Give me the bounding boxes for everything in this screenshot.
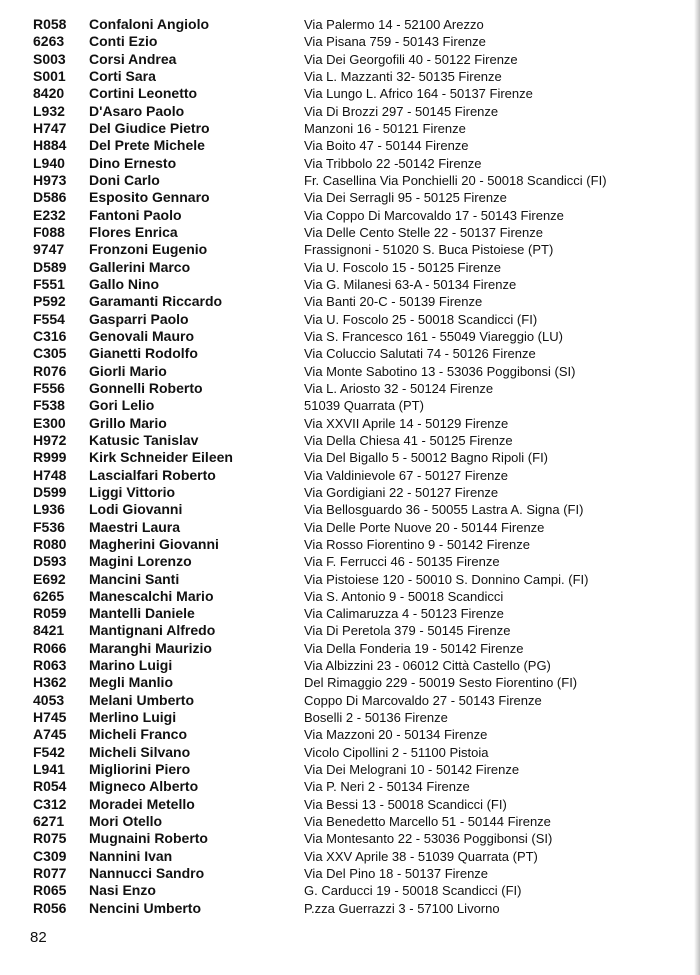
- member-code: L940: [33, 154, 65, 171]
- member-address: Via Banti 20-C - 50139 Firenze: [304, 294, 483, 310]
- member-code: R076: [33, 362, 67, 379]
- member-address: Via Della Fonderia 19 - 50142 Firenze: [304, 640, 524, 656]
- member-code: R056: [33, 899, 67, 916]
- member-code: H362: [33, 674, 67, 691]
- member-code: D589: [33, 258, 67, 275]
- list-item: [0, 744, 700, 761]
- member-address: Via Dei Georgofili 40 - 50122 Firenze: [304, 51, 518, 67]
- list-item: [0, 276, 700, 293]
- member-address: Via Gordigiani 22 - 50127 Firenze: [304, 484, 499, 500]
- member-address: Via XXVII Aprile 14 - 50129 Firenze: [304, 415, 509, 431]
- member-code: R063: [33, 657, 67, 674]
- member-code: E300: [33, 414, 66, 431]
- list-item: [0, 882, 700, 899]
- member-address: Via Delle Cento Stelle 22 - 50137 Firenze: [304, 224, 543, 240]
- member-name: Micheli Silvano: [89, 743, 191, 760]
- list-item: [0, 865, 700, 882]
- list-item: [0, 449, 700, 466]
- member-address: Boselli 2 - 50136 Firenze: [304, 710, 448, 726]
- list-item: [0, 328, 700, 345]
- member-name: Merlino Luigi: [89, 709, 177, 726]
- member-name: Lodi Giovanni: [89, 501, 183, 518]
- list-item: [0, 796, 700, 813]
- member-address: Via Albizzini 23 - 06012 Città Castello (PG): [304, 658, 551, 674]
- member-address: Via Pistoiese 120 - 50010 S. Donnino Campi. (FI): [304, 571, 589, 587]
- member-address: Coppo Di Marcovaldo 27 - 50143 Firenze: [304, 692, 542, 708]
- member-code: H972: [33, 431, 67, 448]
- member-code: F088: [33, 223, 65, 240]
- member-name: Magherini Giovanni: [89, 535, 219, 552]
- member-name: Magini Lorenzo: [89, 553, 192, 570]
- member-code: R077: [33, 865, 67, 882]
- member-name: Migneco Alberto: [89, 778, 199, 795]
- member-address: Del Rimaggio 229 - 50019 Sesto Fiorentino (FI): [304, 675, 578, 691]
- member-address: Via Coluccio Salutati 74 - 50126 Firenze: [304, 346, 536, 362]
- member-name: Del Prete Michele: [89, 137, 205, 154]
- member-name: Fronzoni Eugenio: [89, 241, 208, 258]
- member-code: L941: [33, 761, 65, 778]
- member-address: Via Dei Melograni 10 - 50142 Firenze: [304, 762, 520, 778]
- member-code: R065: [33, 882, 67, 899]
- list-item: [0, 397, 700, 414]
- list-item: [0, 484, 700, 501]
- member-code: H973: [33, 171, 67, 188]
- member-address: Via L. Ariosto 32 - 50124 Firenze: [304, 380, 494, 396]
- member-address: Via G. Milanesi 63-A - 50134 Firenze: [304, 276, 517, 292]
- list-item: [0, 172, 700, 189]
- list-item: [0, 467, 700, 484]
- member-code: D599: [33, 483, 67, 500]
- member-code: H745: [33, 709, 67, 726]
- member-address: Via Rosso Fiorentino 9 - 50142 Firenze: [304, 536, 530, 552]
- list-item: [0, 501, 700, 518]
- member-code: F554: [33, 310, 65, 327]
- member-code: R066: [33, 639, 67, 656]
- list-item: [0, 900, 700, 917]
- list-item: [0, 778, 700, 795]
- member-address: Via F. Ferrucci 46 - 50135 Firenze: [304, 554, 500, 570]
- member-name: D'Asaro Paolo: [89, 102, 185, 119]
- member-code: L932: [33, 102, 65, 119]
- member-name: Fantoni Paolo: [89, 206, 182, 223]
- member-address: Via Di Peretola 379 - 50145 Firenze: [304, 623, 511, 639]
- member-name: Micheli Franco: [89, 726, 188, 743]
- member-name: Nannini Ivan: [89, 847, 173, 864]
- member-code: R080: [33, 535, 67, 552]
- list-item: [0, 813, 700, 830]
- member-name: Gonnelli Roberto: [89, 379, 203, 396]
- member-code: H884: [33, 137, 67, 154]
- member-address: Via Valdinievole 67 - 50127 Firenze: [304, 467, 509, 483]
- member-code: R054: [33, 778, 67, 795]
- member-code: 9747: [33, 241, 65, 258]
- list-item: [0, 207, 700, 224]
- member-name: Maestri Laura: [89, 518, 181, 535]
- member-code: D586: [33, 189, 67, 206]
- member-code: R999: [33, 449, 67, 466]
- member-code: F556: [33, 379, 65, 396]
- member-address: Via S. Antonio 9 - 50018 Scandicci: [304, 588, 504, 604]
- member-address: Fr. Casellina Via Ponchielli 20 - 50018 Scandicci (FI): [304, 172, 607, 188]
- member-name: Manescalchi Mario: [89, 587, 214, 604]
- list-item: [0, 761, 700, 778]
- member-code: F542: [33, 743, 65, 760]
- list-item: [0, 588, 700, 605]
- page-edge-shadow: [694, 0, 700, 975]
- member-code: E232: [33, 206, 66, 223]
- member-code: A745: [33, 726, 67, 743]
- member-code: S001: [33, 67, 66, 84]
- list-item: [0, 640, 700, 657]
- member-address: P.zza Guerrazzi 3 - 57100 Livorno: [304, 900, 500, 916]
- member-code: C312: [33, 795, 67, 812]
- member-name: Nannucci Sandro: [89, 865, 205, 882]
- list-item: [0, 726, 700, 743]
- member-code: 4053: [33, 691, 65, 708]
- member-name: Gasparri Paolo: [89, 310, 189, 327]
- list-item: [0, 103, 700, 120]
- member-address: Via P. Neri 2 - 50134 Firenze: [304, 779, 470, 795]
- member-name: Mantignani Alfredo: [89, 622, 216, 639]
- list-item: [0, 571, 700, 588]
- list-item: [0, 553, 700, 570]
- member-address: Via U. Foscolo 25 - 50018 Scandicci (FI): [304, 311, 538, 327]
- member-name: Esposito Gennaro: [89, 189, 210, 206]
- member-address: Via Monte Sabotino 13 - 53036 Poggibonsi (SI): [304, 363, 576, 379]
- member-name: Melani Umberto: [89, 691, 195, 708]
- page-number: 82: [30, 929, 47, 946]
- member-code: L936: [33, 501, 65, 518]
- member-address: Via U. Foscolo 15 - 50125 Firenze: [304, 259, 502, 275]
- list-item: [0, 536, 700, 553]
- list-item: [0, 155, 700, 172]
- list-item: [0, 16, 700, 33]
- member-address: Frassignoni - 51020 S. Buca Pistoiese (PT): [304, 242, 554, 258]
- list-item: [0, 432, 700, 449]
- member-code: F538: [33, 397, 65, 414]
- member-name: Flores Enrica: [89, 223, 178, 240]
- member-name: Marino Luigi: [89, 657, 173, 674]
- member-address: Via XXV Aprile 38 - 51039 Quarrata (PT): [304, 848, 538, 864]
- member-address: Vicolo Cipollini 2 - 51100 Pistoia: [304, 744, 489, 760]
- member-name: Gallo Nino: [89, 275, 159, 292]
- member-name: Migliorini Piero: [89, 761, 191, 778]
- list-item: [0, 259, 700, 276]
- member-address: Via Delle Porte Nuove 20 - 50144 Firenze: [304, 519, 545, 535]
- member-name: Dino Ernesto: [89, 154, 177, 171]
- member-address: Via Calimaruzza 4 - 50123 Firenze: [304, 606, 504, 622]
- member-name: Mugnaini Roberto: [89, 830, 208, 847]
- member-name: Conti Ezio: [89, 33, 158, 50]
- member-name: Mancini Santi: [89, 570, 180, 587]
- member-name: Confaloni Angiolo: [89, 16, 210, 32]
- member-code: H747: [33, 119, 67, 136]
- member-code: C309: [33, 847, 67, 864]
- member-code: 8421: [33, 622, 65, 639]
- list-item: [0, 33, 700, 50]
- member-name: Del Giudice Pietro: [89, 119, 210, 136]
- list-item: [0, 51, 700, 68]
- member-address: Via Benedetto Marcello 51 - 50144 Firenze: [304, 814, 551, 830]
- list-item: [0, 345, 700, 362]
- list-item: [0, 605, 700, 622]
- member-name: Nasi Enzo: [89, 882, 156, 899]
- list-item: [0, 519, 700, 536]
- member-name: Maranghi Maurizio: [89, 639, 212, 656]
- list-item: [0, 241, 700, 258]
- member-name: Garamanti Riccardo: [89, 293, 223, 310]
- member-name: Lascialfari Roberto: [89, 466, 216, 483]
- member-address: Via Dei Serragli 95 - 50125 Firenze: [304, 190, 507, 206]
- member-name: Katusic Tanislav: [89, 431, 199, 448]
- member-address: G. Carducci 19 - 50018 Scandicci (FI): [304, 883, 522, 899]
- member-code: E692: [33, 570, 66, 587]
- member-code: S003: [33, 50, 66, 67]
- member-code: D593: [33, 553, 67, 570]
- member-name: Mori Otello: [89, 813, 163, 830]
- member-address: Via Bessi 13 - 50018 Scandicci (FI): [304, 796, 507, 812]
- member-code: R058: [33, 16, 67, 32]
- member-code: 6263: [33, 33, 65, 50]
- member-address: Via Palermo 14 - 52100 Arezzo: [304, 17, 484, 32]
- member-name: Corsi Andrea: [89, 50, 177, 67]
- member-address: Via Lungo L. Africo 164 - 50137 Firenze: [304, 86, 533, 102]
- member-address: 51039 Quarrata (PT): [304, 398, 424, 414]
- member-code: P592: [33, 293, 66, 310]
- member-code: 6265: [33, 587, 65, 604]
- member-name: Nencini Umberto: [89, 899, 202, 916]
- member-code: 8420: [33, 85, 65, 102]
- list-item: [0, 848, 700, 865]
- list-item: [0, 674, 700, 691]
- member-code: R075: [33, 830, 67, 847]
- list-item: [0, 380, 700, 397]
- member-address: Via Di Brozzi 297 - 50145 Firenze: [304, 103, 499, 119]
- member-address: Via Tribbolo 22 -50142 Firenze: [304, 155, 482, 171]
- member-name: Genovali Mauro: [89, 327, 195, 344]
- member-name: Megli Manlio: [89, 674, 173, 691]
- member-name: Doni Carlo: [89, 171, 160, 188]
- member-name: Mantelli Daniele: [89, 605, 195, 622]
- list-item: [0, 68, 700, 85]
- member-name: Grillo Mario: [89, 414, 167, 431]
- member-name: Kirk Schneider Eileen: [89, 449, 233, 466]
- list-item: [0, 709, 700, 726]
- member-code: C316: [33, 327, 67, 344]
- member-code: R059: [33, 605, 67, 622]
- member-address: Via Pisana 759 - 50143 Firenze: [304, 34, 486, 50]
- member-address: Via Montesanto 22 - 53036 Poggibonsi (SI): [304, 831, 553, 847]
- member-address: Via Coppo Di Marcovaldo 17 - 50143 Firenze: [304, 207, 564, 223]
- member-code: F551: [33, 275, 65, 292]
- list-item: [0, 692, 700, 709]
- member-address: Manzoni 16 - 50121 Firenze: [304, 120, 466, 136]
- member-address: Via S. Francesco 161 - 55049 Viareggio (LU): [304, 328, 563, 344]
- member-address: Via Del Bigallo 5 - 50012 Bagno Ripoli (FI): [304, 450, 549, 466]
- list-item: [0, 137, 700, 154]
- list-item: [0, 311, 700, 328]
- list-item: [0, 120, 700, 137]
- member-name: Moradei Metello: [89, 795, 195, 812]
- member-name: Liggi Vittorio: [89, 483, 176, 500]
- list-item: [0, 622, 700, 639]
- member-address: Via Mazzoni 20 - 50134 Firenze: [304, 727, 488, 743]
- member-name: Cortini Leonetto: [89, 85, 198, 102]
- list-item: [0, 415, 700, 432]
- member-directory-list: [0, 16, 700, 917]
- member-address: Via Bellosguardo 36 - 50055 Lastra A. Signa (FI): [304, 502, 584, 518]
- list-item: [0, 293, 700, 310]
- list-item: [0, 657, 700, 674]
- list-item: [0, 224, 700, 241]
- list-item: [0, 830, 700, 847]
- member-name: Giorli Mario: [89, 362, 167, 379]
- member-name: Gallerini Marco: [89, 258, 191, 275]
- list-item: [0, 85, 700, 102]
- member-name: Gianetti Rodolfo: [89, 345, 198, 362]
- member-address: Via Boito 47 - 50144 Firenze: [304, 138, 469, 154]
- member-code: 6271: [33, 813, 65, 830]
- member-name: Corti Sara: [89, 67, 156, 84]
- member-address: Via Del Pino 18 - 50137 Firenze: [304, 866, 489, 882]
- member-name: Gori Lelio: [89, 397, 155, 414]
- member-address: Via L. Mazzanti 32- 50135 Firenze: [304, 68, 502, 84]
- list-item: [0, 189, 700, 206]
- member-code: F536: [33, 518, 65, 535]
- member-code: C305: [33, 345, 67, 362]
- list-item: [0, 363, 700, 380]
- member-address: Via Della Chiesa 41 - 50125 Firenze: [304, 432, 513, 448]
- member-code: H748: [33, 466, 67, 483]
